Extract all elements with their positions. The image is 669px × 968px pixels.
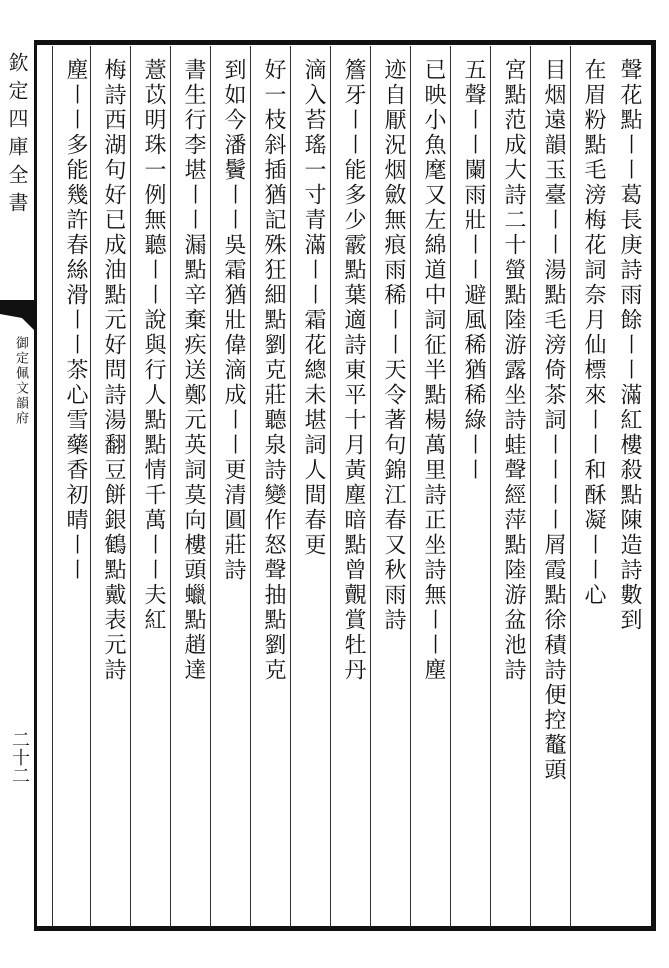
text-column: 到如今潘鬢〡〡吳霜猶壯偉滴成〡〡更清圓莊詩 [221,58,246,583]
text-column: 滴入苔瑤一寸青滿〡〡霜花總未堪詞人間春更 [301,58,326,558]
text-column: 梅詩西湖句好已成油點元好問詩湯翻豆餅銀鶴點戴表元詩 [101,58,126,683]
right-border [651,40,656,931]
text-column: 聲花點〡〡葛長庚詩雨餘〡〡滿紅樓殺點陳造詩數到 [617,58,642,633]
text-column: 好一枝斜插猶記殊狂細點劉克莊聽泉詩變作怒聲抽點劉克 [261,58,286,683]
text-column: 塵〡〡多能幾許春絲滑〡〡茶心雪藥香初晴〡〡 [63,58,88,583]
text-column: 迹自厭況烟斂無痕雨稀〡〡天令著句錦江春又秋雨詩 [381,58,406,633]
margin-subtitle: 御定佩文韻府 [13,336,28,426]
text-column: 簷牙〡〡能多少霰點葉適詩東平十月黃塵暗點曾覿賞牡丹 [341,58,366,683]
fish-tail-mark [0,300,34,330]
text-column: 五聲〡〡闌雨壯〡〡避風稀猶稀綠〡〡 [461,58,486,483]
page-number: 二十二 [9,730,30,784]
text-column: 薏苡明珠一例無聽〡〡說與行人點點情千萬〡〡夫紅 [141,58,166,633]
top-border [34,40,656,45]
margin-title: 欽定四庫全書 [5,52,29,220]
column-divider [52,46,53,926]
text-column: 已映小魚麾又左綿道中詞征半點楊萬里詩正坐詩無〡〡塵 [421,58,446,683]
text-column: 宮點范成大詩二十螢點陸游露坐詩蛙聲經萍點陸游盆池詩 [501,58,526,683]
text-column: 書生行李堪〡〡漏點辛棄疾送鄭元英詞莫向樓頭蠟點趙達 [181,58,206,683]
text-column: 在眉粉點毛滂梅花詞奈月仙標來〡〡和酥凝〡〡心 [581,58,606,608]
bottom-border [34,926,656,931]
text-column: 目烟遠韻玉臺〡〡湯點毛滂倚茶詞〡〡〡〡屑霞點徐積詩便控鼇頭 [541,58,566,783]
left-border [34,40,37,931]
